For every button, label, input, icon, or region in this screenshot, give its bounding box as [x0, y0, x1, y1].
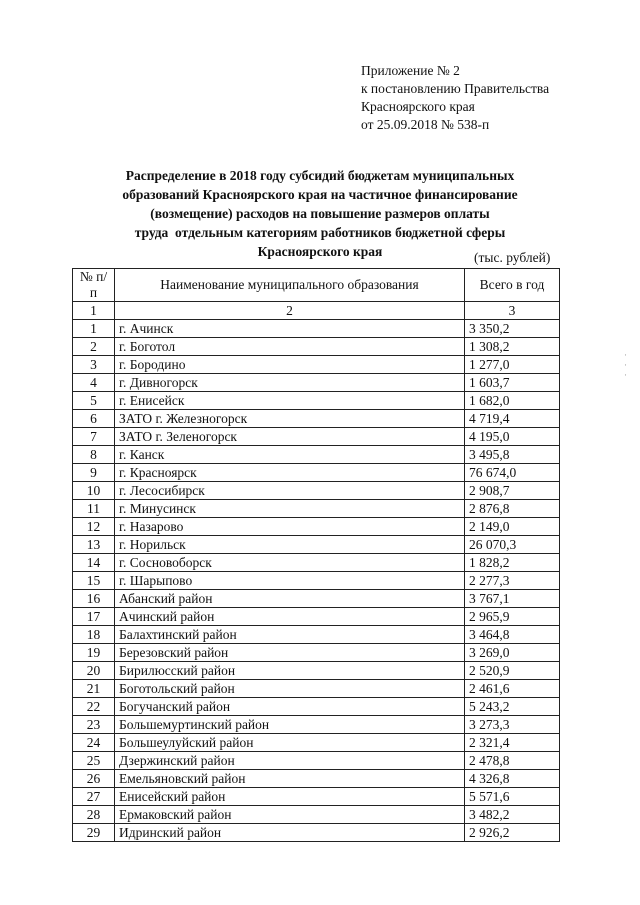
total-value: 26 070,3 [465, 536, 560, 554]
total-value: 76 674,0 [465, 464, 560, 482]
total-value: 2 926,2 [465, 824, 560, 842]
municipality-name: г. Боготол [115, 338, 465, 356]
title-line-3: (возмещение) расходов на повышение размеров оплаты [150, 206, 490, 221]
table-row [73, 698, 560, 716]
total-value: 1 828,2 [465, 554, 560, 572]
document-title [60, 166, 580, 261]
municipality-name: Идринский район [115, 824, 465, 842]
row-number: 17 [73, 608, 115, 626]
municipality-name: г. Лесосибирск [115, 482, 465, 500]
header-number: № п/п [73, 269, 115, 302]
title-line-2: образований Красноярского края на частичное финансирование [122, 187, 518, 202]
table-row [73, 608, 560, 626]
row-number: 6 [73, 410, 115, 428]
row-number: 24 [73, 734, 115, 752]
total-value: 2 478,8 [465, 752, 560, 770]
table-row [73, 806, 560, 824]
municipality-name: г. Енисейск [115, 392, 465, 410]
row-number: 8 [73, 446, 115, 464]
table-row [73, 392, 560, 410]
municipality-name: Большемуртинский район [115, 716, 465, 734]
table-row [73, 446, 560, 464]
total-value: 4 326,8 [465, 770, 560, 788]
distribution-table [72, 268, 560, 842]
total-value: 3 464,8 [465, 626, 560, 644]
table-row [73, 626, 560, 644]
total-value: 3 767,1 [465, 590, 560, 608]
row-number: 16 [73, 590, 115, 608]
table-row [73, 662, 560, 680]
row-number: 9 [73, 464, 115, 482]
column-index-row [73, 302, 560, 320]
municipality-name: г. Сосновоборск [115, 554, 465, 572]
table-header-row [73, 269, 560, 302]
title-line-5: Красноярского края [257, 244, 383, 259]
table-row [73, 428, 560, 446]
row-number: 2 [73, 338, 115, 356]
total-value: 3 482,2 [465, 806, 560, 824]
table-row [73, 716, 560, 734]
total-value: 1 682,0 [465, 392, 560, 410]
row-number: 10 [73, 482, 115, 500]
municipality-name: Большеулуйский район [115, 734, 465, 752]
row-number: 29 [73, 824, 115, 842]
row-number: 11 [73, 500, 115, 518]
municipality-name: Ермаковский район [115, 806, 465, 824]
row-number: 5 [73, 392, 115, 410]
municipality-name: ЗАТО г. Железногорск [115, 410, 465, 428]
row-number: 18 [73, 626, 115, 644]
municipality-name: г. Дивногорск [115, 374, 465, 392]
table-row [73, 590, 560, 608]
row-number: 26 [73, 770, 115, 788]
municipality-name: Абанский район [115, 590, 465, 608]
municipality-name: Березовский район [115, 644, 465, 662]
row-number: 15 [73, 572, 115, 590]
municipality-name: Емельяновский район [115, 770, 465, 788]
total-value: 2 965,9 [465, 608, 560, 626]
table-row [73, 536, 560, 554]
municipality-name: Ачинский район [115, 608, 465, 626]
total-value: 2 461,6 [465, 680, 560, 698]
total-value: 1 277,0 [465, 356, 560, 374]
municipality-name: г. Канск [115, 446, 465, 464]
municipality-name: Балахтинский район [115, 626, 465, 644]
row-number: 23 [73, 716, 115, 734]
row-number: 25 [73, 752, 115, 770]
index-cell: 2 [115, 302, 465, 320]
total-value: 2 876,8 [465, 500, 560, 518]
municipality-name: г. Норильск [115, 536, 465, 554]
table-row [73, 374, 560, 392]
row-number: 27 [73, 788, 115, 806]
row-number: 20 [73, 662, 115, 680]
table-row [73, 572, 560, 590]
total-value: 4 195,0 [465, 428, 560, 446]
appendix-block [361, 62, 549, 134]
row-number: 7 [73, 428, 115, 446]
table-row [73, 824, 560, 842]
total-value: 1 308,2 [465, 338, 560, 356]
appendix-line-1: Приложение № 2 [361, 63, 460, 78]
table-row [73, 644, 560, 662]
row-number: 28 [73, 806, 115, 824]
table-row [73, 788, 560, 806]
row-number: 13 [73, 536, 115, 554]
municipality-name: г. Минусинск [115, 500, 465, 518]
municipality-name: г. Шарыпово [115, 572, 465, 590]
row-number: 3 [73, 356, 115, 374]
municipality-name: г. Ачинск [115, 320, 465, 338]
table-row [73, 554, 560, 572]
table-row [73, 464, 560, 482]
row-number: 4 [73, 374, 115, 392]
total-value: 5 243,2 [465, 698, 560, 716]
row-number: 19 [73, 644, 115, 662]
row-number: 12 [73, 518, 115, 536]
total-value: 2 277,3 [465, 572, 560, 590]
title-line-4: труда отдельным категориям работников бюджетной сферы [134, 225, 506, 240]
total-value: 3 269,0 [465, 644, 560, 662]
row-number: 22 [73, 698, 115, 716]
index-cell: 1 [73, 302, 115, 320]
total-value: 5 571,6 [465, 788, 560, 806]
appendix-line-3: Красноярского края [361, 99, 475, 114]
row-number: 21 [73, 680, 115, 698]
total-value: 2 149,0 [465, 518, 560, 536]
total-value: 2 321,4 [465, 734, 560, 752]
row-number: 14 [73, 554, 115, 572]
municipality-name: г. Бородино [115, 356, 465, 374]
municipality-name: Дзержинский район [115, 752, 465, 770]
municipality-name: ЗАТО г. Зеленогорск [115, 428, 465, 446]
appendix-line-2: к постановлению Правительства [361, 81, 550, 96]
municipality-name: г. Назарово [115, 518, 465, 536]
total-value: 3 350,2 [465, 320, 560, 338]
table-row [73, 770, 560, 788]
municipality-name: г. Красноярск [115, 464, 465, 482]
municipality-name: Енисейский район [115, 788, 465, 806]
table-row [73, 680, 560, 698]
total-value: 1 603,7 [465, 374, 560, 392]
total-value: 2 520,9 [465, 662, 560, 680]
total-value: 3 273,3 [465, 716, 560, 734]
margin-mark: · · · [624, 350, 627, 380]
table-row [73, 734, 560, 752]
unit-label: (тыс. рублей) [474, 250, 551, 265]
table-row [73, 338, 560, 356]
header-total: Всего в год [465, 269, 560, 302]
total-value: 3 495,8 [465, 446, 560, 464]
table-row [73, 500, 560, 518]
appendix-line-4: от 25.09.2018 № 538-п [361, 117, 490, 132]
municipality-name: Бирилюсский район [115, 662, 465, 680]
header-municipality: Наименование муниципального образования [115, 269, 465, 302]
table-row [73, 482, 560, 500]
row-number: 1 [73, 320, 115, 338]
total-value: 4 719,4 [465, 410, 560, 428]
title-line-1: Распределение в 2018 году субсидий бюджетам муниципальных [125, 168, 515, 183]
table-row [73, 320, 560, 338]
index-cell: 3 [465, 302, 560, 320]
total-value: 2 908,7 [465, 482, 560, 500]
table-row [73, 752, 560, 770]
table-row [73, 356, 560, 374]
municipality-name: Богучанский район [115, 698, 465, 716]
municipality-name: Боготольский район [115, 680, 465, 698]
table-row [73, 410, 560, 428]
table-row [73, 518, 560, 536]
